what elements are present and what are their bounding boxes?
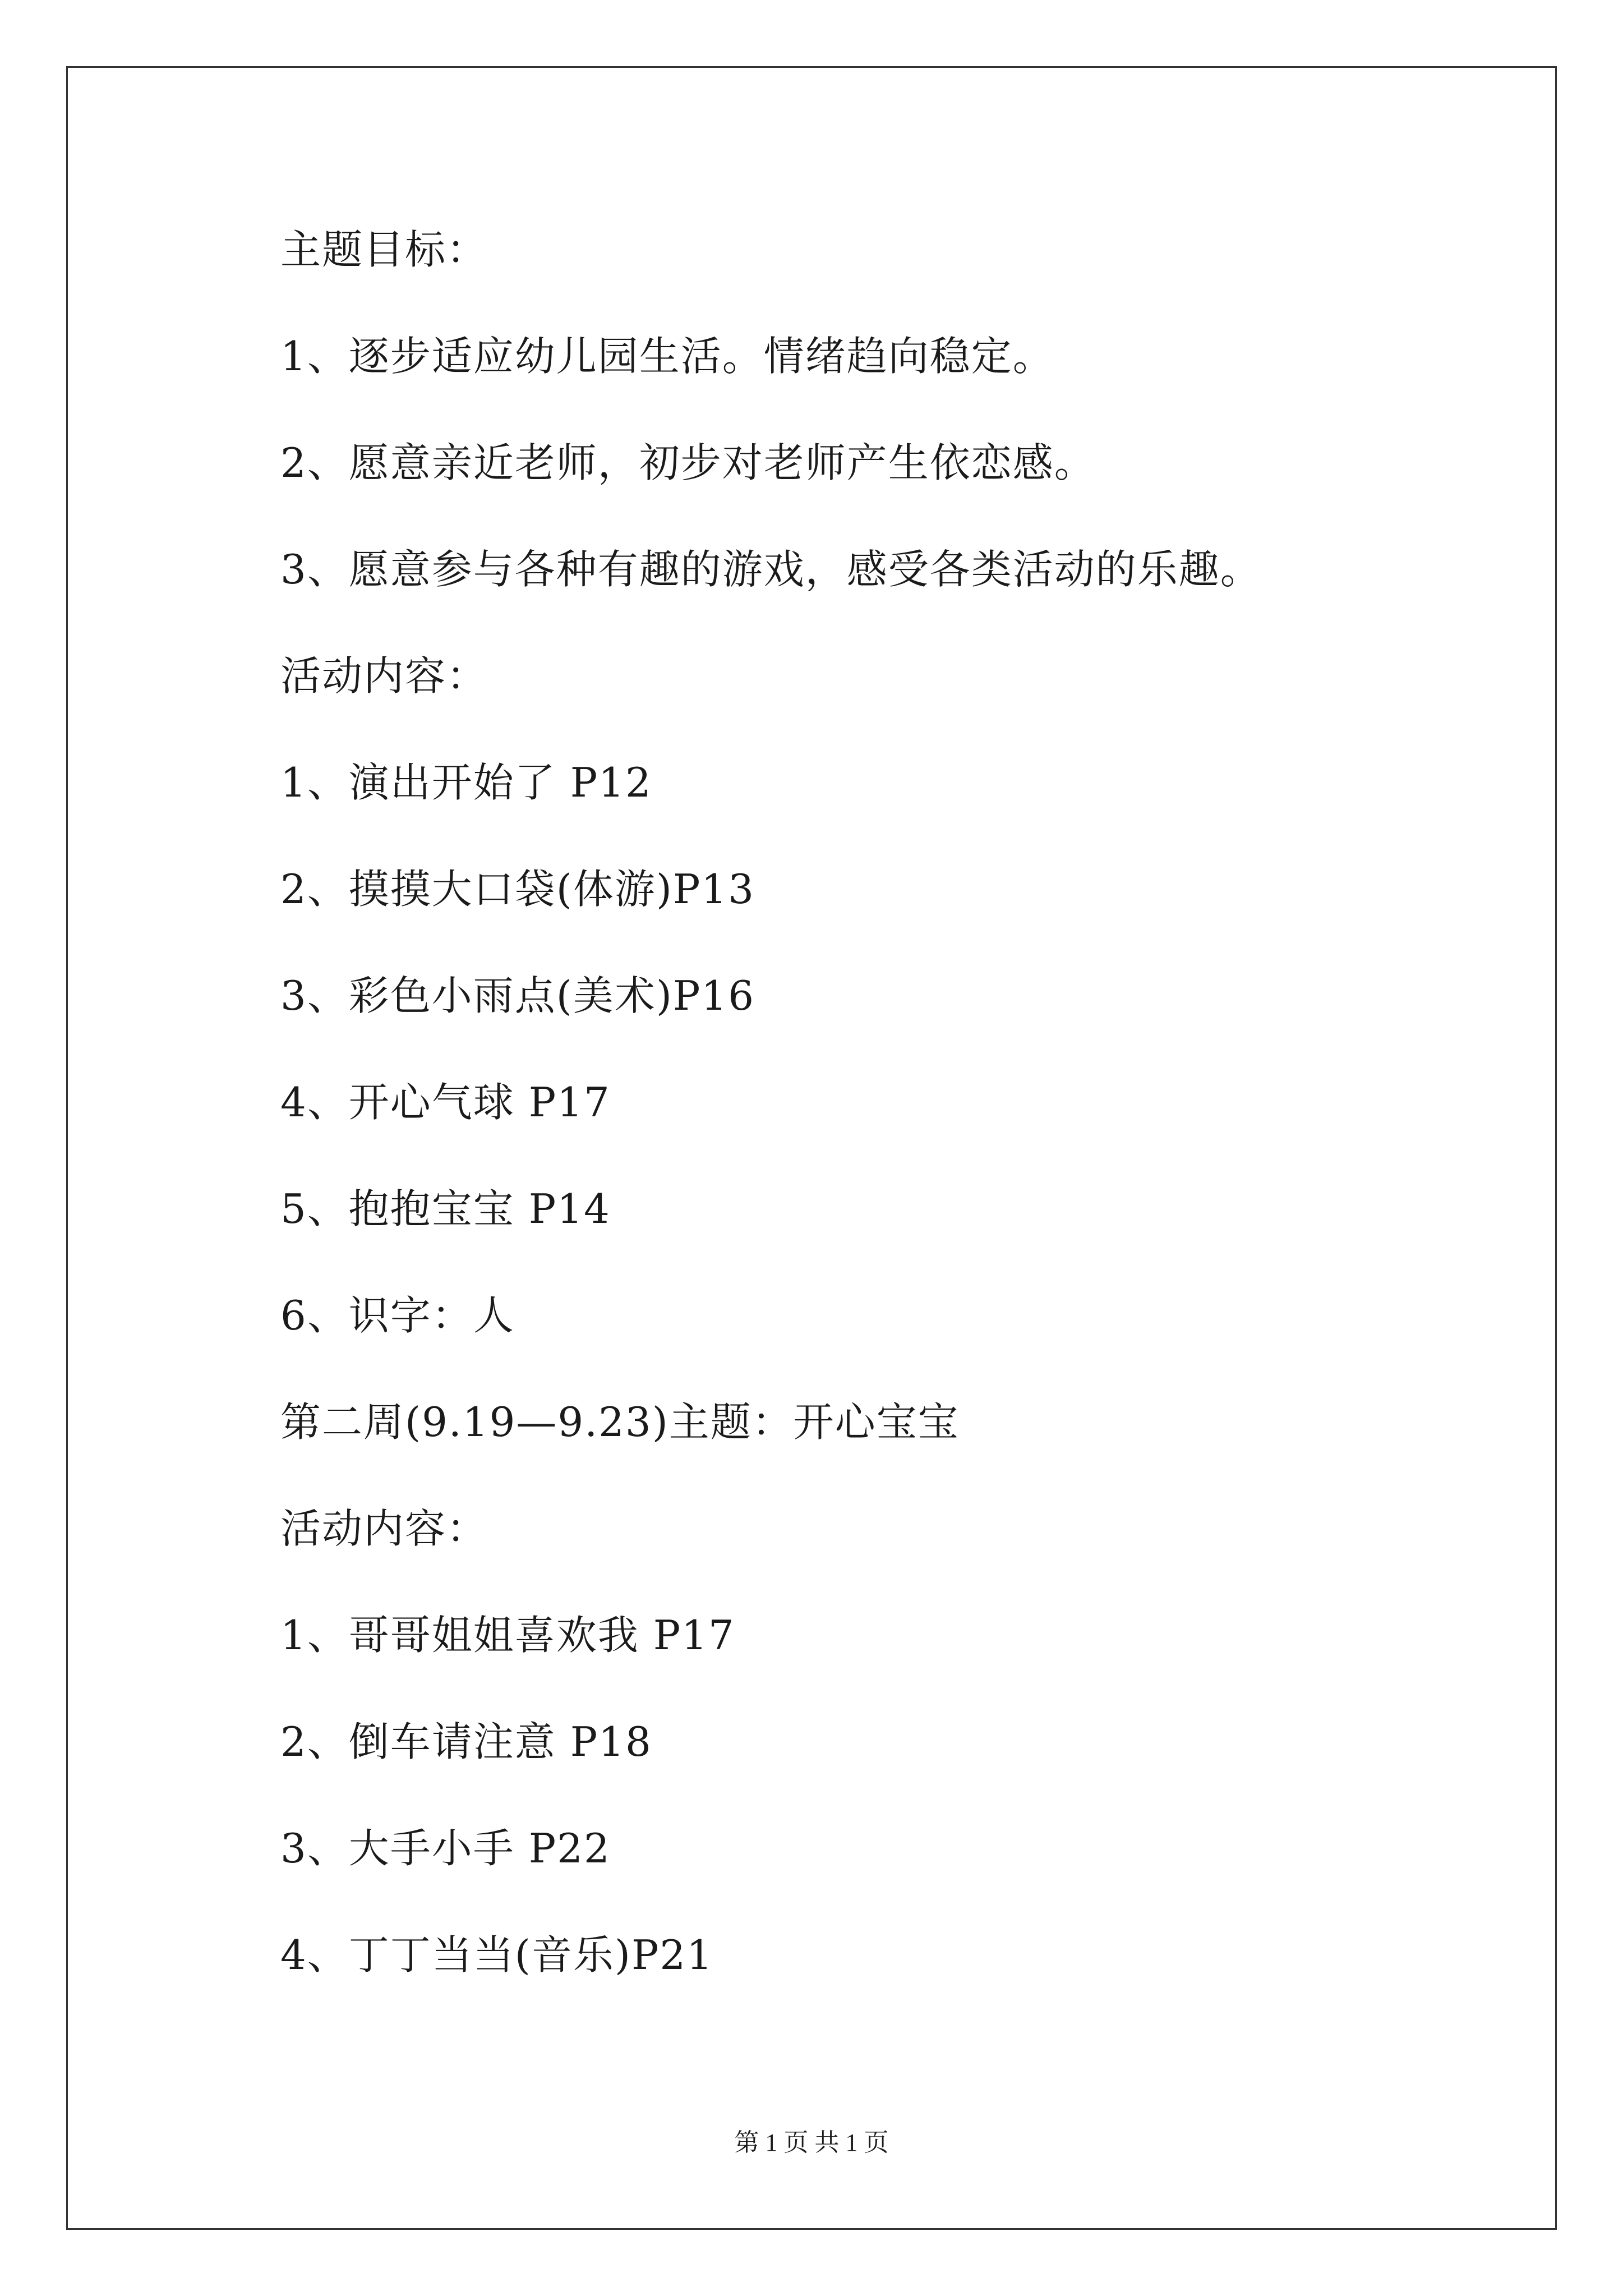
- heading-week-two: 第二周(9.19—9.23)主题：开心宝宝: [280, 1398, 960, 1446]
- activity-item-5: 5、抱抱宝宝 P14: [280, 1185, 611, 1232]
- week-two-activity-1: 1、哥哥姐姐喜欢我 P17: [280, 1612, 735, 1659]
- week-two-activity-4: 4、丁丁当当(音乐)P21: [280, 1931, 714, 1978]
- activity-item-3: 3、彩色小雨点(美术)P16: [280, 972, 755, 1019]
- week-two-activity-3: 3、大手小手 P22: [280, 1825, 611, 1872]
- heading-activities-week-two: 活动内容：: [280, 1505, 488, 1552]
- activity-item-2: 2、摸摸大口袋(体游)P13: [280, 866, 755, 913]
- goal-item-1: 1、逐步适应幼儿园生活。情绪趋向稳定。: [280, 333, 1054, 380]
- activity-item-1: 1、演出开始了 P12: [280, 759, 652, 806]
- heading-activities: 活动内容：: [280, 652, 488, 700]
- heading-theme-goals: 主题目标：: [280, 226, 488, 273]
- goal-item-3: 3、愿意参与各种有趣的游戏，感受各类活动的乐趣。: [280, 546, 1262, 593]
- week-two-activity-2: 2、倒车请注意 P18: [280, 1718, 652, 1765]
- activity-item-4: 4、开心气球 P17: [280, 1079, 611, 1126]
- page-number-footer: 第 1 页 共 1 页: [734, 2129, 889, 2156]
- activity-item-6: 6、识字：人: [280, 1292, 515, 1339]
- document-body: [280, 224, 1458, 2036]
- goal-item-2: 2、愿意亲近老师，初步对老师产生依恋感。: [280, 439, 1096, 486]
